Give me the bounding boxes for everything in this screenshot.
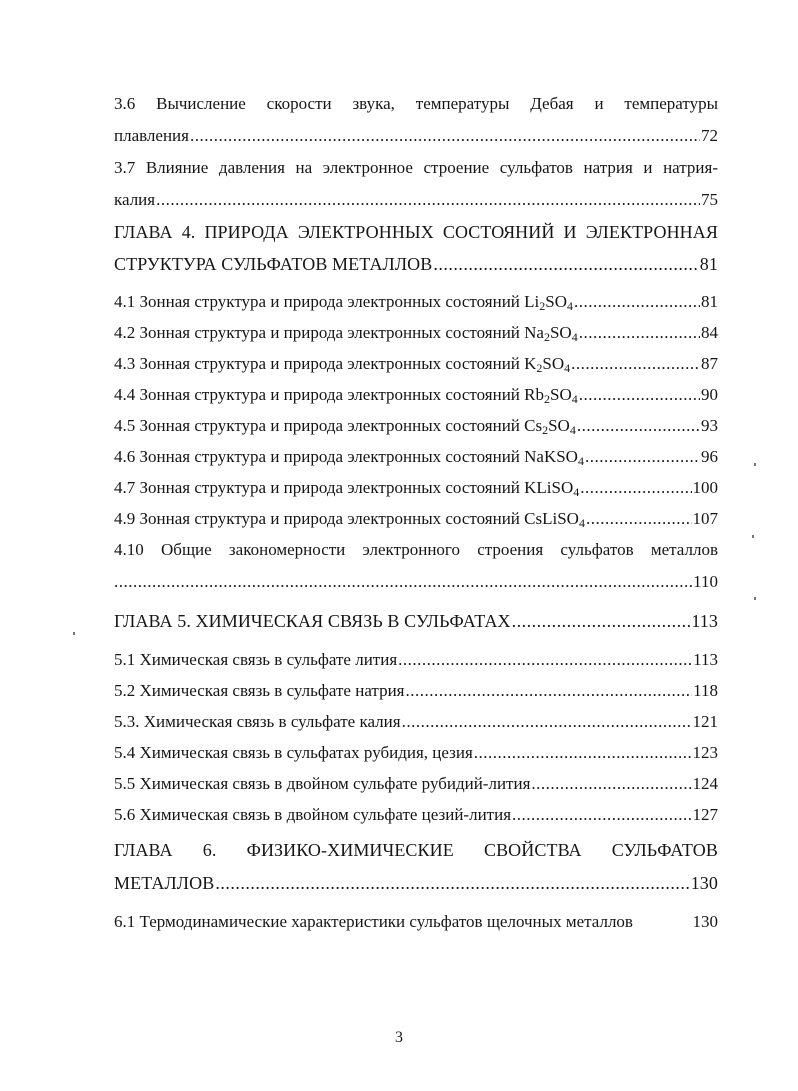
dot-leader (512, 611, 691, 632)
toc-entry-text: 4.2 Зонная структура и природа электронных состояний Na (114, 323, 544, 342)
chapter-title: ГЛАВА 6. ФИЗИКО-ХИМИЧЕСКИЕ СВОЙСТВА СУЛЬФАТОВ (114, 840, 718, 860)
toc-entry-4-5 (114, 415, 718, 436)
page-ref: 127 (692, 805, 718, 824)
page-ref: 72 (701, 126, 718, 145)
toc-entry-5-4 (114, 742, 718, 763)
table-of-contents (114, 93, 718, 932)
dot-leader (571, 353, 700, 374)
formula-subscript: 4 (564, 361, 571, 375)
scan-speck (73, 632, 75, 635)
chapter-title: СТРУКТУРА СУЛЬФАТОВ МЕТАЛЛОВ (114, 254, 433, 274)
toc-entry-4-9 (114, 508, 718, 529)
page-ref: 93 (701, 416, 718, 435)
toc-entry-4-2 (114, 322, 718, 343)
toc-entry-text: 5.2 Химическая связь в сульфате натрия (114, 681, 405, 700)
dot-leader (531, 773, 691, 794)
dot-leader (433, 254, 698, 275)
toc-entry-text: 6.1 Термодинамические характеристики сульфатов щелочных металлов (114, 912, 633, 931)
toc-entry-text: 3.7 Влияние давления на электронное строение сульфатов натрия и натрия- (114, 158, 718, 177)
toc-entry-4-1 (114, 291, 718, 312)
formula-part: SO (549, 385, 572, 404)
toc-entry-5-2 (114, 680, 718, 701)
page-ref: 113 (693, 650, 718, 669)
page-ref: 96 (701, 447, 718, 466)
page-ref: 90 (701, 385, 718, 404)
toc-entry-5-3 (114, 711, 718, 732)
dot-leader (577, 415, 700, 436)
dot-leader (402, 711, 692, 732)
toc-entry-text: 4.1 Зонная структура и природа электронных состояний Li (114, 292, 540, 311)
toc-entry-text: 4.10 Общие закономерности электронного строения сульфатов металлов (114, 540, 718, 559)
toc-entry-4-6 (114, 446, 718, 467)
dot-leader (580, 477, 691, 498)
scan-speck (754, 463, 756, 466)
formula-subscript: 4 (566, 299, 573, 313)
toc-entry-text: плавления (114, 126, 189, 145)
page-ref: 81 (699, 254, 718, 274)
toc-entry-text: 5.5 Химическая связь в двойном сульфате рубидий-лития (114, 774, 531, 793)
dot-leader (585, 446, 700, 467)
page-ref: 123 (692, 743, 718, 762)
page-ref: 130 (692, 912, 718, 931)
page-ref: 87 (701, 354, 718, 373)
scan-speck (752, 535, 754, 538)
toc-entry-3-7 (114, 157, 718, 210)
formula-subscript: 4 (578, 516, 585, 530)
page-number: 3 (395, 1029, 403, 1046)
dot-leader (512, 804, 691, 825)
formula-subscript: 2 (536, 361, 543, 375)
toc-entry-text: 4.3 Зонная структура и природа электронных состояний K (114, 354, 537, 373)
toc-entry-text: 5.1 Химическая связь в сульфате лития (114, 650, 398, 669)
toc-entry-6-1 (114, 911, 718, 932)
dot-leader (579, 384, 700, 405)
toc-entry-text: 4.5 Зонная структура и природа электронных состояний Cs (114, 416, 543, 435)
dot-leader (215, 873, 689, 894)
dot-leader (474, 742, 692, 763)
dot-leader (398, 649, 692, 670)
toc-entry-3-6 (114, 93, 718, 146)
toc-entry-5-5 (114, 773, 718, 794)
formula-subscript: 2 (543, 330, 550, 344)
chapter-title: МЕТАЛЛОВ (114, 873, 215, 893)
toc-entry-text: 4.9 Зонная структура и природа электронных состояний CsLiSO (114, 509, 579, 528)
dot-leader (574, 291, 700, 312)
dot-leader (156, 189, 700, 210)
page-ref: 110 (693, 572, 718, 591)
formula-part: SO (549, 323, 572, 342)
toc-entry-text: 5.6 Химическая связь в двойном сульфате цезий-лития (114, 805, 512, 824)
formula-subscript: 4 (571, 330, 578, 344)
dot-leader (579, 322, 700, 343)
chapter-title: ГЛАВА 4. ПРИРОДА ЭЛЕКТРОННЫХ СОСТОЯНИЙ И ЭЛЕКТРОННАЯ (114, 222, 718, 242)
toc-entry-4-7 (114, 477, 718, 498)
formula-subscript: 4 (569, 423, 576, 437)
toc-entry-text: 4.7 Зонная структура и природа электронных состояний KLiSO (114, 478, 574, 497)
toc-entry-text: 4.6 Зонная структура и природа электронных состояний NaKSO (114, 447, 578, 466)
formula-part: SO (545, 292, 567, 311)
page-ref: 124 (692, 774, 718, 793)
toc-entry-text: 5.3. Химическая связь в сульфате калия (114, 712, 401, 731)
formula-subscript: 2 (539, 299, 546, 313)
formula-subscript: 2 (543, 392, 550, 406)
page-ref: 118 (693, 681, 718, 700)
dot-leader (406, 680, 693, 701)
toc-entry-4-3 (114, 353, 718, 374)
dot-leader (114, 571, 692, 592)
page-ref: 130 (690, 873, 718, 893)
toc-entry-4-10 (114, 539, 718, 592)
formula-subscript: 4 (577, 454, 584, 468)
chapter-title: ГЛАВА 5. ХИМИЧЕСКАЯ СВЯЗЬ В СУЛЬФАТАХ (114, 611, 511, 631)
page-ref: 113 (691, 611, 718, 631)
dot-leader (190, 125, 700, 146)
page-ref: 81 (701, 292, 718, 311)
toc-entry-text: 3.6 Вычисление скорости звука, температуры Дебая и температуры (114, 94, 718, 113)
page-ref: 84 (701, 323, 718, 342)
toc-entry-4-4 (114, 384, 718, 405)
page-ref: 107 (692, 509, 718, 528)
toc-entry-text: калия (114, 190, 156, 209)
toc-entry-5-6 (114, 804, 718, 825)
page-ref: 100 (692, 478, 718, 497)
toc-chapter-4 (114, 222, 718, 275)
formula-subscript: 2 (542, 423, 549, 437)
scan-speck (754, 597, 756, 600)
formula-subscript: 4 (571, 392, 578, 406)
dot-leader (586, 508, 692, 529)
toc-chapter-5 (114, 611, 718, 632)
page-ref: 121 (692, 712, 718, 731)
page-ref: 75 (701, 190, 718, 209)
toc-entry-5-1 (114, 649, 718, 670)
toc-entry-text: 4.4 Зонная структура и природа электронных состояний Rb (114, 385, 544, 404)
toc-entry-text: 5.4 Химическая связь в сульфатах рубидия, цезия (114, 743, 473, 762)
formula-part: SO (542, 354, 565, 373)
toc-chapter-6 (114, 840, 718, 894)
formula-subscript: 4 (573, 485, 580, 499)
formula-part: SO (548, 416, 570, 435)
